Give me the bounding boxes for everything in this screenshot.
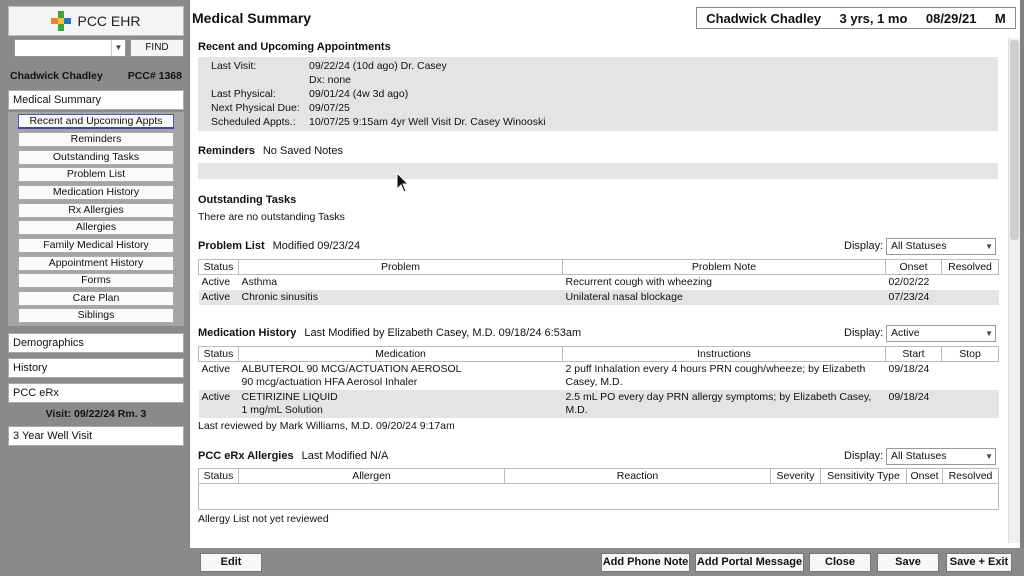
chevron-down-icon[interactable]: ▼ — [111, 40, 125, 56]
medication-name — [239, 362, 563, 391]
medication-name — [239, 390, 563, 418]
last-visit-value: 09/22/24 (10d ago) Dr. Casey — [309, 60, 447, 72]
page-title: Medical Summary — [192, 10, 312, 26]
medication-line-2: 90 mcg/actuation HFA Aerosol Inhaler — [241, 376, 418, 388]
column-header[interactable]: Stop — [942, 347, 999, 362]
table-row[interactable] — [199, 390, 999, 418]
column-header[interactable]: Status — [199, 260, 239, 275]
erx-allergies-modified: Last Modified N/A — [301, 450, 389, 462]
next-physical-value: 09/07/25 — [309, 102, 350, 114]
problem-name: Chronic sinusitis — [239, 290, 563, 305]
sidebar-item-visit-type[interactable]: 3 Year Well Visit — [8, 426, 184, 446]
table-row[interactable] — [199, 275, 999, 291]
erx-allergies-title: PCC eRx Allergies — [198, 450, 294, 462]
column-header[interactable]: Onset — [886, 260, 942, 275]
app-logo — [8, 6, 184, 36]
table-row[interactable] — [199, 362, 999, 391]
medication-display-label: Display: — [844, 327, 884, 339]
visit-info: Visit: 09/22/24 Rm. 3 — [45, 408, 147, 420]
nav-recent-appts[interactable]: Recent and Upcoming Appts — [18, 114, 174, 129]
nav-medication-history[interactable]: Medication History — [18, 185, 174, 200]
patient-banner — [696, 7, 1016, 29]
medication-instructions — [563, 362, 886, 391]
chevron-down-icon: ▼ — [985, 452, 993, 461]
empty-row — [199, 484, 999, 510]
patient-search — [14, 39, 184, 57]
reminders-note: No Saved Notes — [262, 145, 343, 157]
nav-family-history[interactable]: Family Medical History — [18, 238, 174, 253]
banner-patient-dob: 08/29/21 — [925, 10, 977, 26]
problem-status: Active — [199, 290, 239, 305]
allergy-note: Allergy List not yet reviewed — [198, 513, 329, 525]
instructions-line-2: Casey, M.D. — [565, 376, 623, 388]
problem-list-title: Problem List — [198, 240, 265, 252]
allergy-display-label: Display: — [844, 450, 884, 462]
nav-outstanding-tasks[interactable]: Outstanding Tasks — [18, 150, 174, 165]
scrollbar-thumb[interactable] — [1010, 40, 1019, 240]
scheduled-label: Scheduled Appts.: — [211, 116, 296, 128]
sidebar-item-medical-summary[interactable]: Medical Summary — [8, 90, 184, 110]
column-header[interactable]: Medication — [239, 347, 563, 362]
nav-allergies[interactable]: Allergies — [18, 220, 174, 235]
problem-note: Recurrent cough with wheezing — [565, 276, 712, 288]
problem-list-modified: Modified 09/23/24 — [272, 240, 361, 252]
column-header[interactable]: Sensitivity Type — [821, 469, 907, 484]
reminders-title: Reminders — [198, 145, 255, 157]
medication-history-modified: Last Modified by Elizabeth Casey, M.D. 09/18/24 6:53am — [304, 327, 582, 339]
chevron-down-icon: ▼ — [985, 242, 993, 251]
problem-onset: 07/23/24 — [886, 290, 942, 305]
nav-problem-list[interactable]: Problem List — [18, 167, 174, 182]
nav-forms[interactable]: Forms — [18, 273, 174, 288]
column-header[interactable]: Status — [199, 469, 239, 484]
medication-table — [198, 346, 999, 418]
add-phone-note-button[interactable]: Add Phone Note — [601, 553, 690, 572]
column-header[interactable]: Onset — [907, 469, 943, 484]
medication-start: 09/18/24 — [886, 390, 942, 418]
sidebar — [0, 0, 190, 576]
problem-list-header — [198, 240, 360, 252]
bottom-toolbar — [190, 548, 1024, 576]
chevron-down-icon: ▼ — [985, 329, 993, 338]
app-title: PCC EHR — [77, 13, 141, 29]
instructions-line-1: 2.5 mL PO every day PRN allergy symptoms; by Elizabeth Casey, — [565, 391, 872, 403]
mouse-pointer-icon — [396, 172, 410, 194]
column-header[interactable]: Resolved — [943, 469, 999, 484]
sidebar-pcc-number: PCC# 1368 — [127, 70, 182, 82]
medication-instructions — [563, 390, 886, 418]
medication-stop — [942, 362, 999, 391]
save-button[interactable]: Save — [877, 553, 939, 572]
column-header[interactable]: Problem — [239, 260, 563, 275]
nav-appointment-history[interactable]: Appointment History — [18, 256, 174, 271]
last-physical-value: 09/01/24 (4w 3d ago) — [309, 88, 409, 100]
problem-status: Active — [201, 276, 231, 288]
medication-history-title: Medication History — [198, 327, 297, 339]
column-header[interactable]: Problem Note — [563, 260, 886, 275]
add-portal-message-button[interactable]: Add Portal Message — [695, 553, 804, 572]
medication-status: Active — [201, 363, 231, 375]
column-header[interactable]: Start — [886, 347, 942, 362]
problem-display-select[interactable] — [886, 238, 996, 255]
problem-resolved — [942, 275, 999, 291]
medical-summary-nav — [8, 112, 184, 326]
edit-button[interactable]: Edit — [200, 553, 262, 572]
close-button[interactable]: Close — [809, 553, 871, 572]
nav-rx-allergies[interactable]: Rx Allergies — [18, 203, 174, 218]
appointments-title: Recent and Upcoming Appointments — [198, 41, 391, 53]
nav-siblings[interactable]: Siblings — [18, 308, 174, 323]
column-header[interactable]: Status — [199, 347, 239, 362]
sidebar-item-history[interactable]: History — [8, 358, 184, 378]
nav-reminders[interactable]: Reminders — [18, 132, 174, 147]
medication-line-1: ALBUTEROL 90 MCG/ACTUATION AEROSOL — [241, 363, 462, 375]
pcc-cross-icon — [51, 11, 71, 31]
medication-display-select[interactable] — [886, 325, 996, 342]
main-content — [190, 0, 1020, 548]
problem-name: Asthma — [241, 276, 278, 288]
column-header[interactable]: Severity — [771, 469, 821, 484]
sidebar-patient-header — [8, 70, 184, 84]
column-header[interactable]: Instructions — [563, 347, 886, 362]
allergy-display-select[interactable] — [886, 448, 996, 465]
medication-start: 09/18/24 — [888, 363, 930, 375]
problem-onset: 02/02/22 — [888, 276, 930, 288]
medication-reviewed: Last reviewed by Mark Williams, M.D. 09/20/24 9:17am — [198, 420, 455, 432]
problem-resolved — [942, 290, 999, 305]
find-button[interactable]: FIND — [130, 39, 184, 57]
problem-note: Unilateral nasal blockage — [563, 290, 886, 305]
medication-display-value: Active — [891, 327, 920, 339]
instructions-line-1: 2 puff Inhalation every 4 hours PRN cough/wheeze; by Elizabeth — [565, 363, 866, 375]
scheduled-value: 10/07/25 9:15am 4yr Well Visit Dr. Casey Winooski — [309, 116, 546, 128]
medication-history-header — [198, 327, 581, 339]
dx-value: Dx: none — [309, 74, 352, 86]
last-visit-label: Last Visit: — [211, 60, 257, 72]
sidebar-item-erx[interactable]: PCC eRx — [8, 383, 184, 403]
allergy-display-value: All Statuses — [891, 450, 947, 462]
save-exit-button[interactable]: Save + Exit — [946, 553, 1012, 572]
banner-patient-name: Chadwick Chadley — [706, 10, 822, 26]
empty-cell — [199, 484, 999, 510]
medication-stop — [942, 390, 999, 418]
instructions-line-2: M.D. — [565, 404, 588, 416]
medication-status: Active — [199, 390, 239, 418]
medication-line-2: 1 mg/mL Solution — [241, 404, 323, 416]
banner-patient-sex: M — [994, 10, 1006, 26]
problem-list-table — [198, 259, 999, 305]
column-header[interactable]: Allergen — [239, 469, 505, 484]
nav-care-plan[interactable]: Care Plan — [18, 291, 174, 306]
next-physical-label: Next Physical Due: — [211, 102, 300, 114]
tasks-title: Outstanding Tasks — [198, 194, 297, 206]
column-header[interactable]: Resolved — [942, 260, 999, 275]
table-header — [199, 260, 999, 275]
column-header[interactable]: Reaction — [505, 469, 771, 484]
medication-line-1: CETIRIZINE LIQUID — [241, 391, 338, 403]
problem-display-label: Display: — [844, 240, 884, 252]
sidebar-item-demographics[interactable]: Demographics — [8, 333, 184, 353]
patient-search-select[interactable] — [14, 39, 126, 57]
banner-patient-age: 3 yrs, 1 mo — [839, 10, 908, 26]
sidebar-patient-name: Chadwick Chadley — [10, 70, 103, 82]
allergy-table — [198, 468, 999, 510]
reminders-section — [198, 145, 343, 157]
table-row[interactable] — [199, 290, 999, 305]
tasks-note: There are no outstanding Tasks — [198, 211, 345, 223]
erx-allergies-header — [198, 450, 388, 462]
last-physical-label: Last Physical: — [211, 88, 276, 100]
reminders-block[interactable] — [198, 163, 998, 179]
appointments-block — [198, 57, 998, 131]
problem-display-value: All Statuses — [891, 240, 947, 252]
table-header — [199, 347, 999, 362]
table-header — [199, 469, 999, 484]
